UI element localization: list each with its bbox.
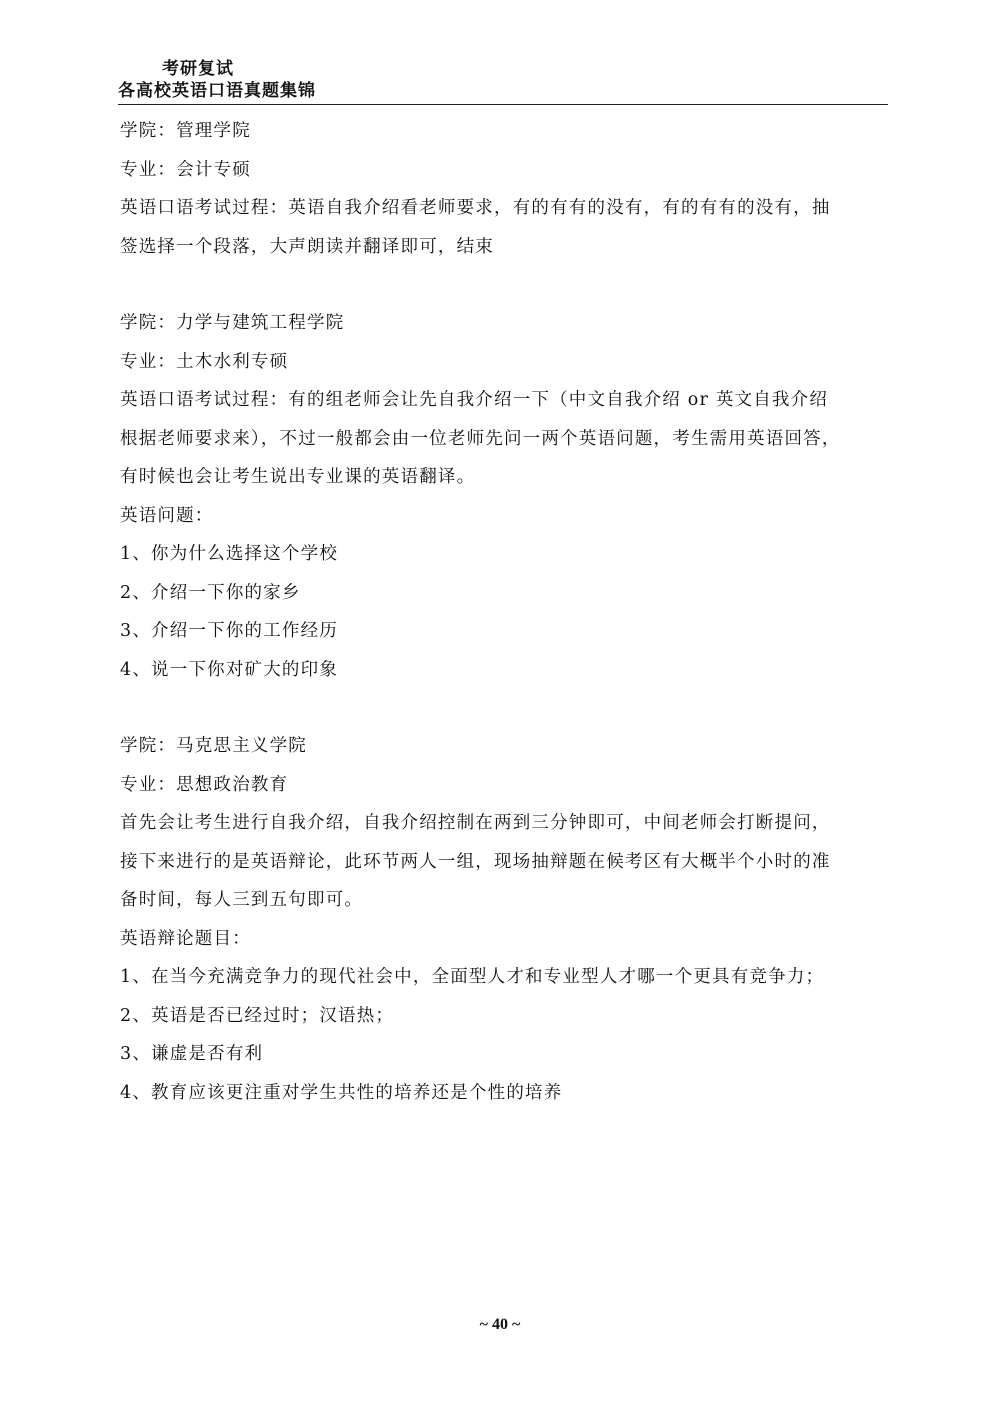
exam-process-text: 有时候也会让考生说出专业课的英语翻译。 — [120, 467, 476, 487]
major-label: 专业：会计专硕 — [120, 159, 251, 180]
exam-process-text: 首先会让考生进行自我介绍，自我介绍控制在两到三分钟即可，中间老师会打断提问， — [120, 813, 831, 833]
debate-topic-item: 3、谦虚是否有利 — [120, 1044, 264, 1064]
question-item: 4、说一下你对矿大的印象 — [120, 659, 339, 680]
college-label: 学院：马克思主义学院 — [120, 736, 307, 756]
exam-process-text: 备时间，每人三到五句即可。 — [120, 890, 364, 910]
college-label: 学院：力学与建筑工程学院 — [120, 313, 345, 333]
question-item: 2、介绍一下你的家乡 — [120, 582, 301, 603]
section-gap — [120, 266, 885, 304]
page-header — [118, 58, 888, 105]
page-number: ~ 40 ~ — [479, 1316, 521, 1333]
section-management — [120, 112, 885, 266]
exam-process-text: 签选择一个段落，大声朗读并翻译即可，结束 — [120, 236, 494, 257]
question-item: 3、介绍一下你的工作经历 — [120, 621, 339, 641]
document-body — [120, 112, 885, 1112]
question-item: 1、你为什么选择这个学校 — [120, 544, 339, 564]
debate-topic-item: 1、在当今充满竞争力的现代社会中，全面型人才和专业型人才哪一个更具有竞争力； — [120, 967, 825, 987]
exam-process-text: 英语口语考试过程：英语自我介绍看老师要求，有的有有的没有，有的有有的没有，抽 — [120, 198, 831, 218]
header-title-line2: 各高校英语口语真题集锦 — [118, 80, 888, 105]
debate-topic-item: 4、教育应该更注重对学生共性的培养还是个性的培养 — [120, 1082, 563, 1103]
exam-process-text: 根据老师要求来），不过一般都会由一位老师先问一两个英语问题，考生需用英语回答， — [120, 428, 841, 449]
header-title-line1: 考研复试 — [162, 59, 234, 79]
debate-topic-item: 2、英语是否已经过时；汉语热； — [120, 1005, 395, 1026]
questions-heading: 英语问题： — [120, 505, 214, 526]
major-label: 专业：土木水利专硕 — [120, 351, 289, 372]
debate-topics-heading: 英语辩论题目： — [120, 928, 251, 949]
major-label: 专业：思想政治教育 — [120, 774, 289, 795]
exam-process-text: 接下来进行的是英语辩论，此环节两人一组，现场抽辩题在候考区有大概半个小时的准 — [120, 851, 831, 872]
section-gap — [120, 689, 885, 727]
college-label: 学院：管理学院 — [120, 121, 251, 141]
exam-process-text: 英语口语考试过程：有的组老师会让先自我介绍一下（中文自我介绍 or 英文自我介绍 — [120, 390, 829, 410]
section-mechanics-architecture — [120, 304, 885, 689]
section-marxism — [120, 727, 885, 1112]
